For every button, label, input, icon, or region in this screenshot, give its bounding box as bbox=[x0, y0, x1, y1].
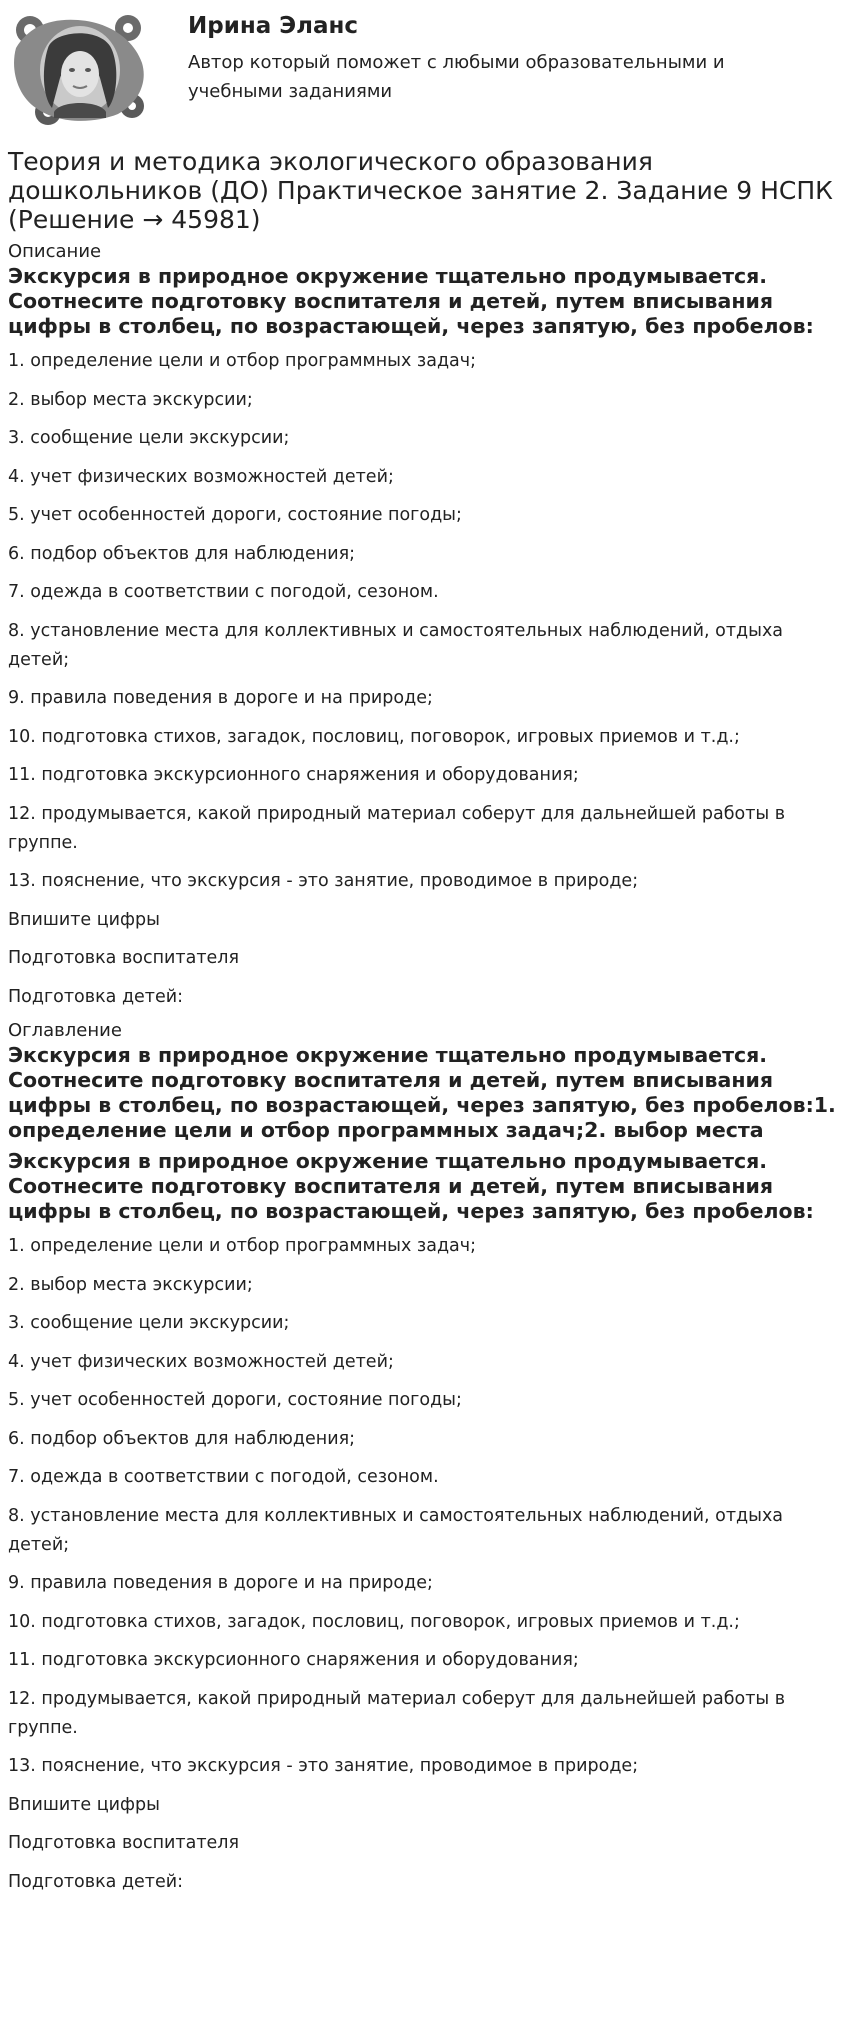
instruction-text: Впишите цифры bbox=[8, 909, 160, 930]
author-avatar[interactable] bbox=[8, 8, 150, 126]
author-bio: Автор который поможет с любыми образовательными и учебными заданиями bbox=[188, 52, 725, 102]
list-item: 4. учет физических возможностей детей; bbox=[8, 466, 394, 487]
list-item: 1. определение цели и отбор программных задач; bbox=[8, 351, 477, 371]
page-title: Теория и методика экологического образования дошкольников (ДО) Практическое занятие 2. Задание 9 НСПК (Решение → 45981) bbox=[8, 147, 833, 234]
list-item: 5. учет особенностей дороги, состояние погоды; bbox=[8, 505, 462, 525]
toc-label: Оглавление bbox=[8, 1020, 122, 1041]
list-item: 9. правила поведения в дороге и на природе; bbox=[8, 688, 433, 708]
list-item: 13. пояснение, что экскурсия - это занятие, проводимое в природе; bbox=[8, 1756, 639, 1776]
description-section bbox=[8, 242, 839, 1012]
description-items bbox=[8, 347, 839, 1012]
list-item: 4. учет физических возможностей детей; bbox=[8, 1351, 394, 1372]
teacher-prep-label: Подготовка воспитателя bbox=[8, 948, 239, 968]
list-item: 9. правила поведения в дороге и на природе; bbox=[8, 1573, 433, 1593]
list-item: 1. определение цели и отбор программных задач; bbox=[8, 1236, 477, 1256]
list-item: 8. установление места для коллективных и самостоятельных наблюдений, отдыха детей; bbox=[8, 620, 784, 670]
children-prep-label: Подготовка детей: bbox=[8, 1871, 184, 1892]
list-item: 5. учет особенностей дороги, состояние погоды; bbox=[8, 1390, 462, 1410]
description-question: Экскурсия в природное окружение тщательно продумывается. Соотнесите подготовку воспитателя и детей, путем вписывания цифры в столбец, по возрастающей, через запятую, без пробелов: bbox=[8, 264, 814, 338]
content-question: Экскурсия в природное окружение тщательно продумывается. Соотнесите подготовку воспитателя и детей, путем вписывания цифры в столбец, по возрастающей, через запятую, без пробелов: bbox=[8, 1149, 814, 1223]
list-item: 6. подбор объектов для наблюдения; bbox=[8, 1428, 356, 1449]
content-items bbox=[8, 1232, 839, 1897]
list-item: 2. выбор места экскурсии; bbox=[8, 1274, 253, 1295]
list-item: 8. установление места для коллективных и самостоятельных наблюдений, отдыха детей; bbox=[8, 1505, 784, 1555]
avatar-photo-icon bbox=[8, 8, 150, 126]
author-card bbox=[8, 0, 839, 133]
list-item: 6. подбор объектов для наблюдения; bbox=[8, 543, 356, 564]
children-prep-label: Подготовка детей: bbox=[8, 986, 184, 1007]
list-item: 12. продумывается, какой природный материал соберут для дальнейшей работы в группе. bbox=[8, 803, 786, 853]
content-section bbox=[8, 1149, 839, 1897]
description-label: Описание bbox=[8, 241, 102, 262]
list-item: 12. продумывается, какой природный материал соберут для дальнейшей работы в группе. bbox=[8, 1688, 786, 1738]
instruction-text: Впишите цифры bbox=[8, 1794, 160, 1815]
author-info bbox=[188, 8, 808, 106]
toc-entry[interactable]: Экскурсия в природное окружение тщательно продумывается. Соотнесите подготовку воспитателя и детей, путем вписывания цифры в столбец, по возрастающей, через запятую, без пробелов:1. определение цели и отбор программных задач;2. выбор места bbox=[8, 1043, 836, 1142]
list-item: 2. выбор места экскурсии; bbox=[8, 389, 253, 410]
toc-section bbox=[8, 1021, 839, 1143]
list-item: 10. подготовка стихов, загадок, пословиц, поговорок, игровых приемов и т.д.; bbox=[8, 1611, 740, 1632]
list-item: 13. пояснение, что экскурсия - это занятие, проводимое в природе; bbox=[8, 871, 639, 891]
list-item: 11. подготовка экскурсионного снаряжения и оборудования; bbox=[8, 1650, 579, 1670]
list-item: 11. подготовка экскурсионного снаряжения и оборудования; bbox=[8, 765, 579, 785]
list-item: 10. подготовка стихов, загадок, пословиц, поговорок, игровых приемов и т.д.; bbox=[8, 726, 740, 747]
author-name[interactable]: Ирина Эланс bbox=[188, 13, 359, 39]
list-item: 3. сообщение цели экскурсии; bbox=[8, 1313, 290, 1333]
list-item: 7. одежда в соответствии с погодой, сезоном. bbox=[8, 582, 439, 602]
list-item: 7. одежда в соответствии с погодой, сезоном. bbox=[8, 1467, 439, 1487]
list-item: 3. сообщение цели экскурсии; bbox=[8, 428, 290, 448]
teacher-prep-label: Подготовка воспитателя bbox=[8, 1833, 239, 1853]
